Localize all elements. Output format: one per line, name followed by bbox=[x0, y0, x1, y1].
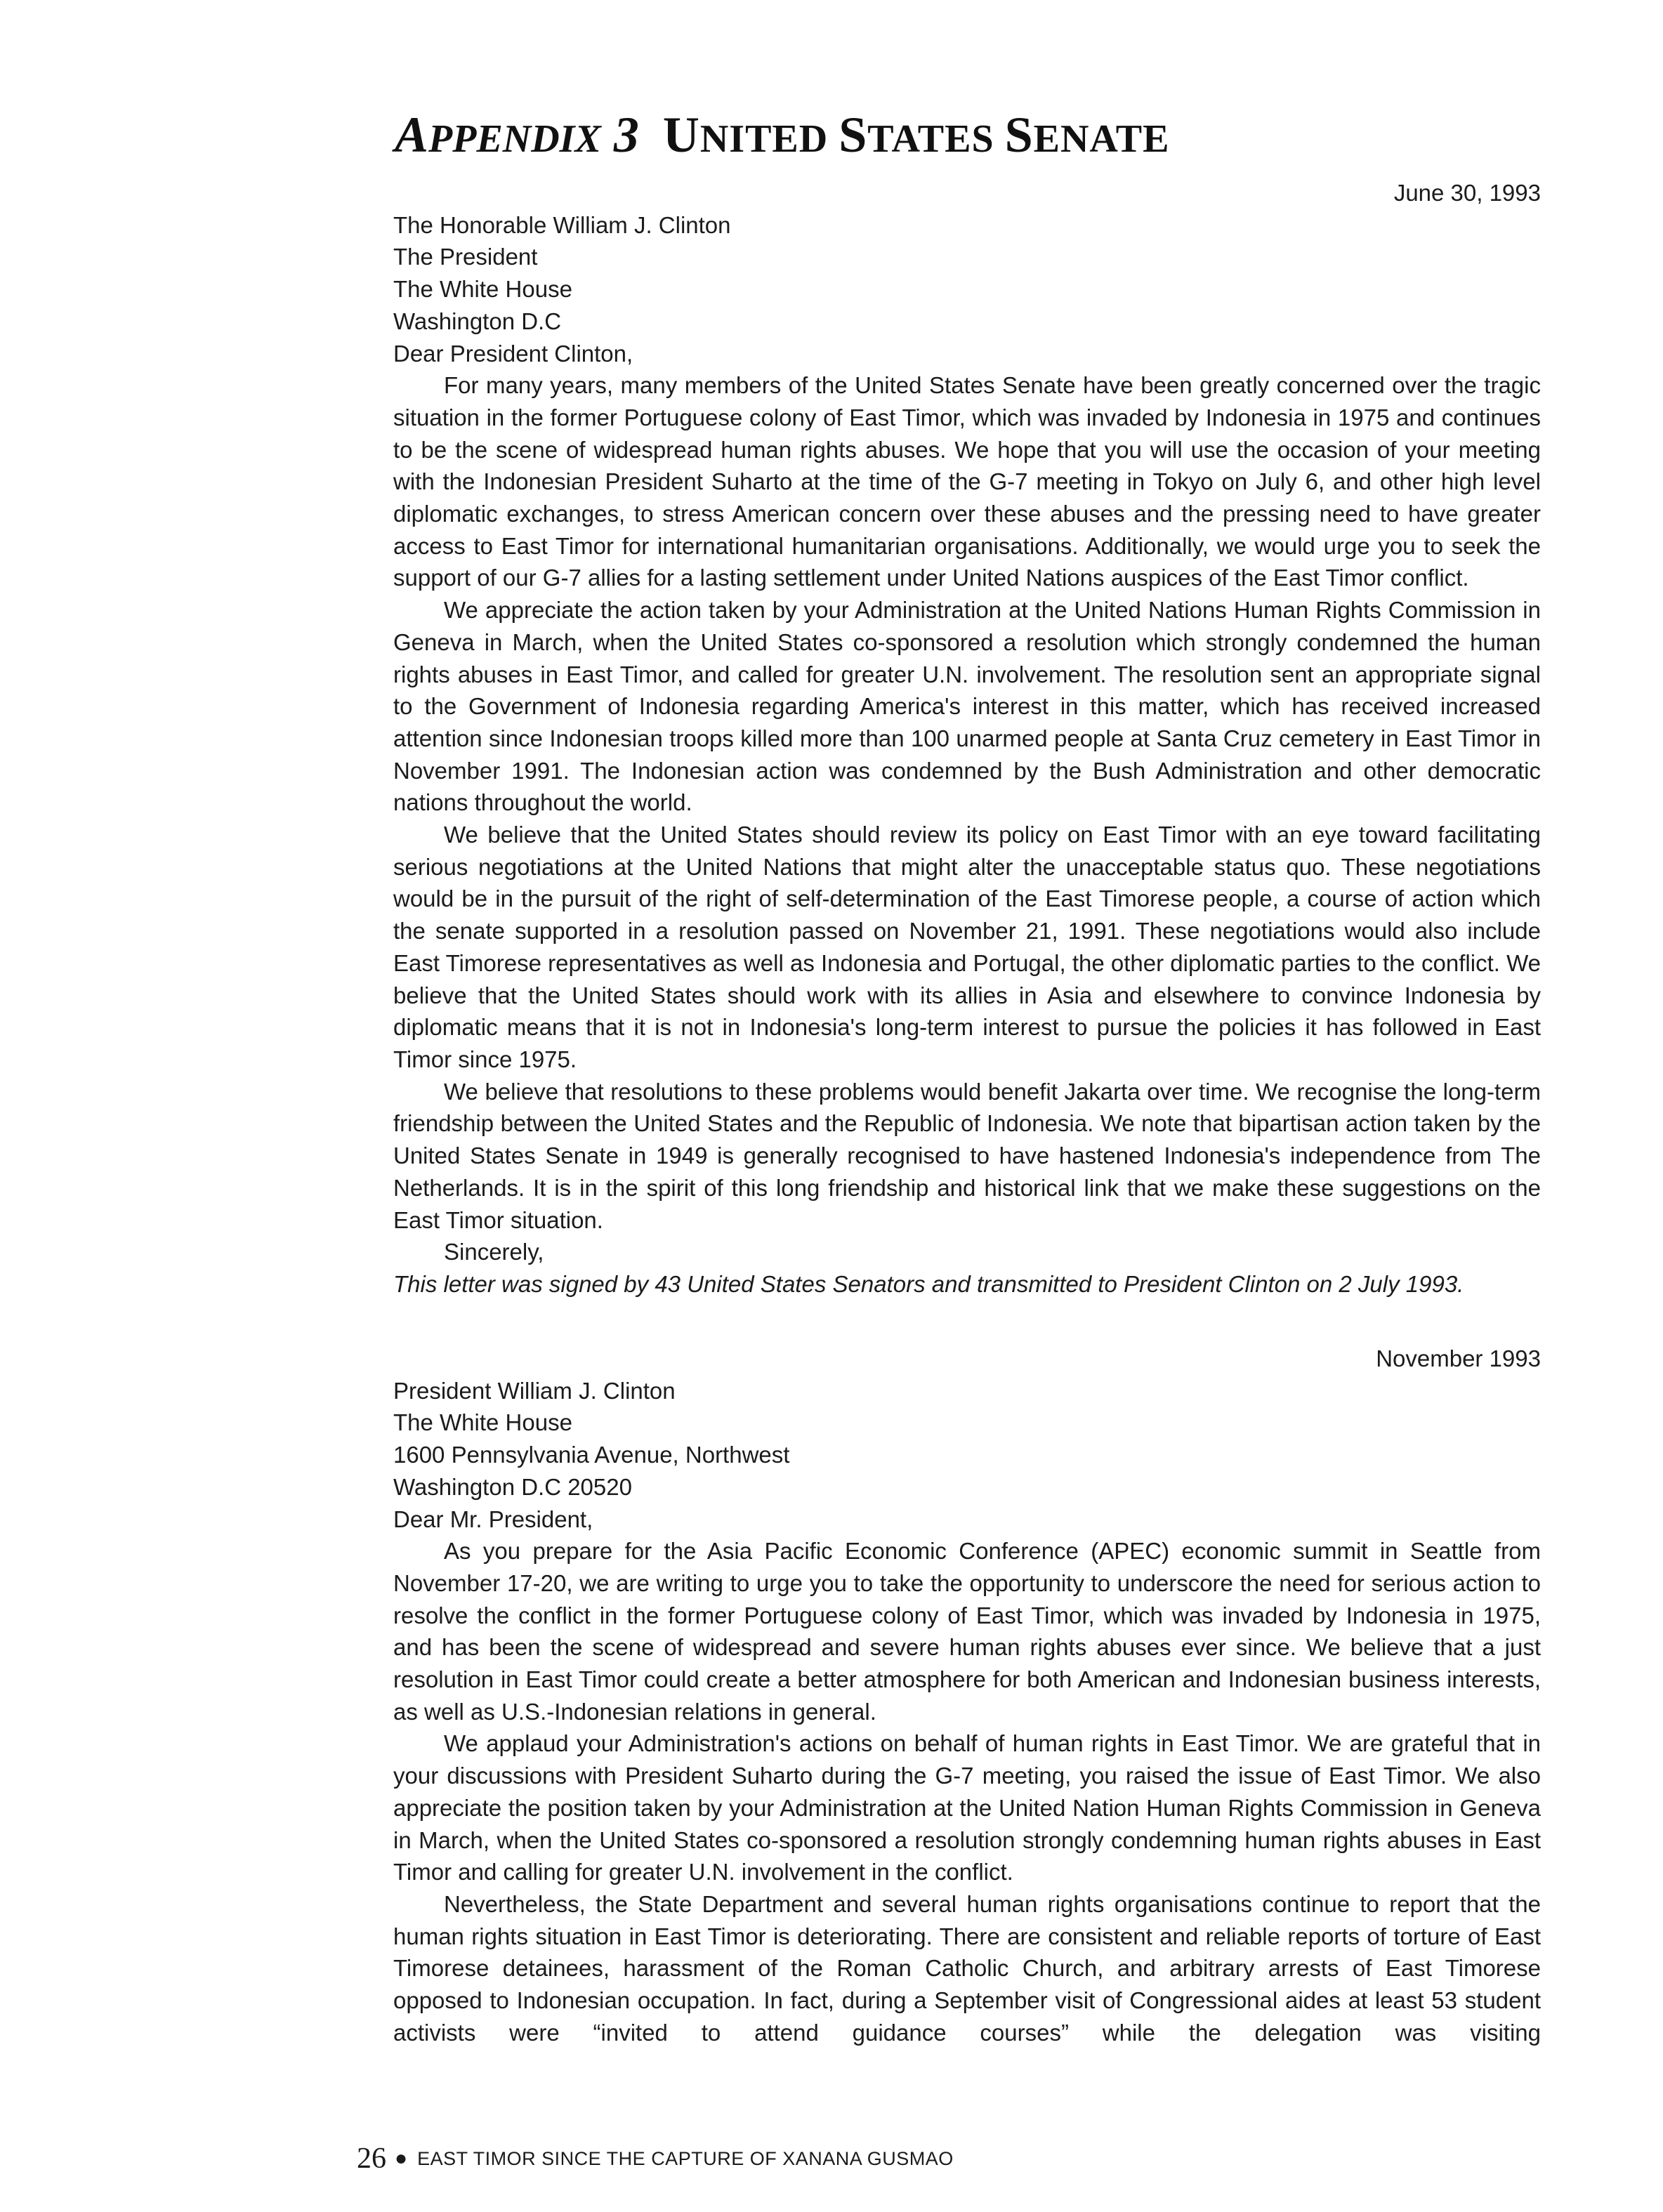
signature-note: This letter was signed by 43 United States Senators and transmitted to President Clinton on 2 July 1993. bbox=[393, 1270, 1464, 1297]
address-line: Washington D.C bbox=[393, 308, 562, 334]
paragraph: As you prepare for the Asia Pacific Economic Conference (APEC) economic summit in Seattle from November 17-20, we are writing to urge you to take the opportunity to underscore the need for serious action to resolve the conflict in the former Portuguese colony of East Timor, which was invaded by Indonesia in 1975, and has been the scene of widespread and severe human rights abuses ever since. We believe that a just resolution in East Timor could create a better atmosphere for both American and Indonesian business interests, as well as U.S.-Indonesian relations in general. bbox=[393, 1538, 1541, 1725]
page-number: 26 bbox=[357, 2142, 386, 2175]
paragraph: We appreciate the action taken by your Administration at the United Nations Human Rights Commission in Geneva in March, when the United States co-sponsored a resolution which strongly condemned the human rights abuses in East Timor, and called for greater U.N. involvement. The resolution sent an appropriate signal to the Government of Indonesia regarding America's interest in this matter, which has received increased attention since Indonesian troops killed more than 100 unarmed people at Santa Cruz cemetery in East Timor in November 1991. The Indonesian action was condemned by the Bush Administration and other democratic nations throughout the world. bbox=[393, 597, 1541, 816]
running-footer-text: EAST TIMOR SINCE THE CAPTURE OF XANANA GUSMAO bbox=[417, 2148, 954, 2169]
title-text: UNITED STATES SENATE bbox=[662, 107, 1170, 163]
page-title bbox=[395, 107, 1169, 167]
address-line: 1600 Pennsylvania Avenue, Northwest bbox=[393, 1442, 790, 1468]
letter-2-date: November 1993 bbox=[1376, 1345, 1541, 1371]
letter-1-date: June 30, 1993 bbox=[1393, 180, 1541, 206]
appendix-label bbox=[395, 107, 639, 163]
address-line: The President bbox=[393, 244, 538, 270]
letter-1 bbox=[393, 177, 1541, 1301]
letter-2 bbox=[393, 1343, 1541, 2048]
page-footer bbox=[357, 2142, 954, 2175]
address-line: The White House bbox=[393, 1409, 572, 1436]
address-line: President William J. Clinton bbox=[393, 1377, 676, 1404]
closing: Sincerely, bbox=[444, 1239, 544, 1265]
address-line: Washington D.C 20520 bbox=[393, 1473, 632, 1500]
paragraph: For many years, many members of the United States Senate have been greatly concerned over the tragic situation in the former Portuguese colony of East Timor, which was invaded by Indonesia in 1975 and continues to be the scene of widespread human rights abuses. We hope that you will use the occasion of your meeting with the Indonesian President Suharto at the time of the G-7 meeting in Tokyo on July 6, and other high level diplomatic exchanges, to stress American concern over these abuses and the pressing need to have greater access to East Timor for international humanitarian organisations. Additionally, we would urge you to seek the support of our G-7 allies for a lasting settlement under United Nations auspices of the East Timor conflict. bbox=[393, 372, 1541, 591]
bullet-icon: ● bbox=[395, 2147, 408, 2170]
paragraph: We applaud your Administration's actions on behalf of human rights in East Timor. We are grateful that in your discussions with President Suharto during the G-7 meeting, you raised the issue of East Timor. We also appreciate the position taken by your Administration at the United Nation Human Rights Commission in Geneva in March, when the United States co-sponsored a resolution strongly condemning human rights abuses in East Timor and calling for greater U.N. involvement in the conflict. bbox=[393, 1730, 1541, 1885]
appendix-word: APPENDIX bbox=[395, 107, 601, 163]
address-line: The White House bbox=[393, 276, 572, 303]
paragraph: Nevertheless, the State Department and several human rights organisations continue to report that the human rights situation in East Timor is deteriorating. There are consistent and reliable reports of torture of East Timorese detainees, harassment of the Roman Catholic Church, and arbitrary arrests of East Timorese opposed to Indonesian occupation. In fact, during a September visit of Congressional aides at least 53 student activists were “invited to attend guidance courses” while the delegation was visiting bbox=[393, 1890, 1541, 2046]
paragraph: We believe that resolutions to these problems would benefit Jakarta over time. We recognise the long-term friendship between the United States and the Republic of Indonesia. We note that bipartisan action taken by the United States Senate in 1949 is generally recognised to have hastened Indonesia's independence from The Netherlands. It is in the spirit of this long friendship and historical link that we make these suggestions on the East Timor situation. bbox=[393, 1078, 1541, 1233]
address-line: The Honorable William J. Clinton bbox=[393, 211, 731, 238]
appendix-number: 3 bbox=[613, 107, 639, 163]
salutation: Dear President Clinton, bbox=[393, 340, 633, 367]
paragraph: We believe that the United States should review its policy on East Timor with an eye toward facilitating serious negotiations at the United Nations that might alter the unacceptable status quo. These negotiations would be in the pursuit of the right of self-determination of the East Timorese people, a course of action which the senate supported in a resolution passed on November 21, 1991. These negotiations would also include East Timorese representatives as well as Indonesia and Portugal, the other diplomatic parties to the conflict. We believe that the United States should work with its allies in Asia and elsewhere to convince Indonesia by diplomatic means that it is not in Indonesia's long-term interest to pursue the policies it has followed in East Timor since 1975. bbox=[393, 822, 1541, 1072]
salutation: Dear Mr. President, bbox=[393, 1506, 593, 1532]
